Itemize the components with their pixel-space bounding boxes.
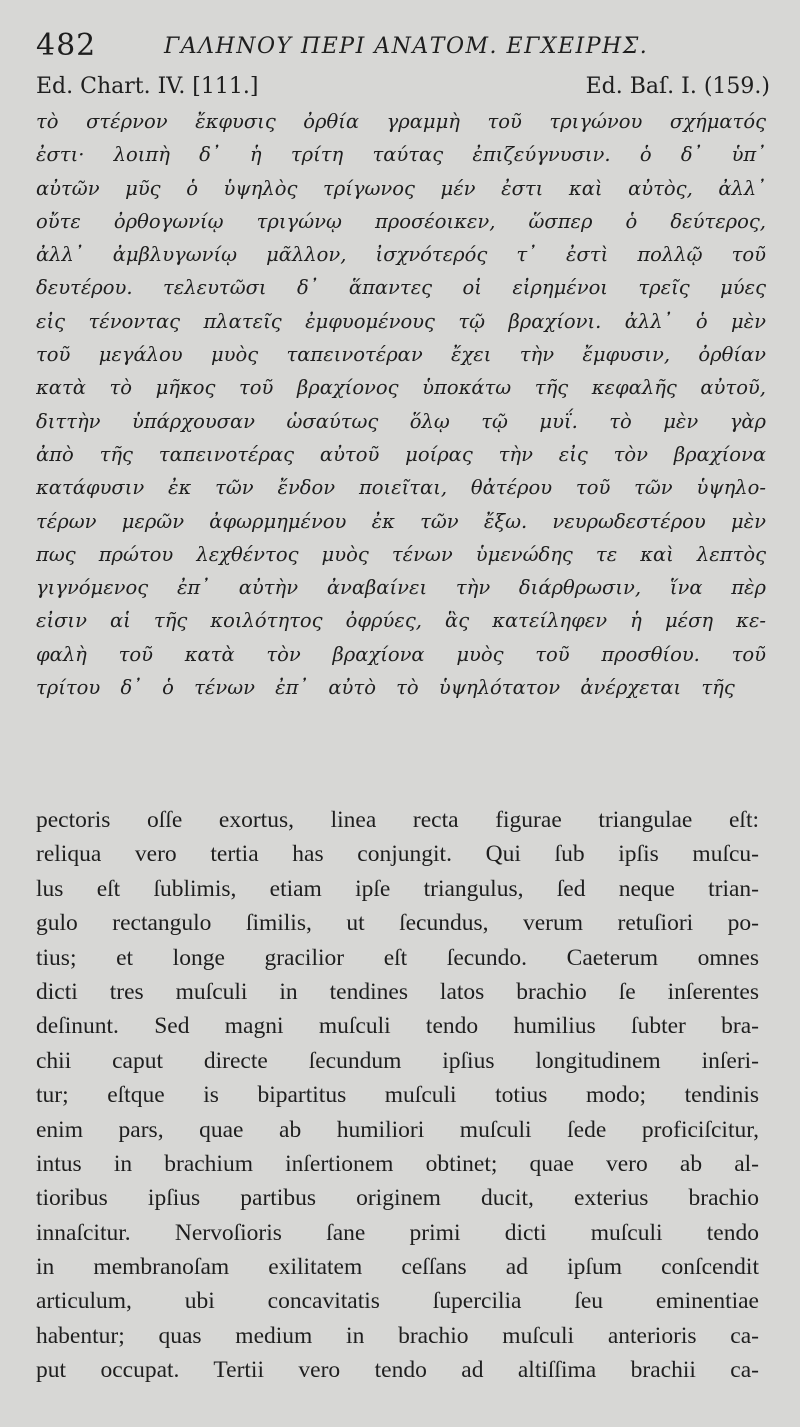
greek-line: γιγνόμενος ἐπ᾽ αὐτὴν ἀναβαίνει τὴν διάρθρωσιν, ἵνα πὲρ: [36, 576, 766, 600]
latin-line: in membranoſam exilitatem ceſſans ad ipſum conſcendit: [36, 1254, 759, 1281]
greek-line: ἀλλ᾽ ἀμβλυγωνίῳ μᾶλλον, ἰσχνότερός τ᾽ ἐστὶ πολλῷ τοῦ: [36, 243, 766, 267]
latin-line: articulum, ubi concavitatis ſupercilia ſeu eminentiae: [36, 1288, 759, 1315]
latin-line: tius; et longe gracilior eſt ſecundo. Caeterum omnes: [36, 944, 759, 971]
latin-line: tur; eſtque is bipartitus muſculi totius modo; tendinis: [36, 1082, 759, 1109]
greek-line: τὸ στέρνον ἔκφυσις ὀρθία γραμμὴ τοῦ τριγώνου σχήματός: [36, 110, 766, 133]
greek-line: αὐτῶν μῦς ὁ ὑψηλὸς τρίγωνος μέν ἐστι καὶ αὐτὸς, ἀλλ᾽: [36, 176, 766, 200]
greek-line: τέρων μερῶν ἀφωρμημένου ἐκ τῶν ἔξω. νευρωδεστέρου μὲν: [36, 509, 766, 533]
page-number: 482: [36, 28, 97, 63]
latin-line: tioribus ipſius partibus originem ducit, exterius brachio: [36, 1185, 759, 1212]
latin-line: habentur; quas medium in brachio muſculi anterioris ca-: [36, 1322, 759, 1349]
greek-text-block: [36, 105, 766, 704]
edition-basel-reference: Ed. Baſ. I. (159.): [585, 74, 770, 99]
latin-line: enim pars, quae ab humiliori muſculi ſede proficiſcitur,: [36, 1116, 759, 1143]
greek-line: εἰσιν αἱ τῆς κοιλότητος ὀφρύες, ἃς κατείληφεν ἡ μέση κε-: [36, 609, 766, 633]
greek-line: ἐστι· λοιπὴ δ᾽ ἡ τρίτη ταύτας ἐπιζεύγνυσιν. ὁ δ᾽ ὑπ᾽: [36, 143, 766, 167]
greek-line: πως πρώτου λεχθέντος μυὸς τένων ὑμενώδης τε καὶ λεπτὸς: [36, 542, 766, 566]
latin-line: reliqua vero tertia has conjungit. Qui ſub ipſis muſcu-: [36, 841, 759, 868]
latin-line: lus eſt ſublimis, etiam ipſe triangulus, ſed neque trian-: [36, 875, 759, 902]
greek-line: εἰς τένοντας πλατεῖς ἐμφυομένους τῷ βραχίονι. ἀλλ᾽ ὁ μὲν: [36, 309, 766, 333]
latin-line: chii caput directe ſecundum ipſius longitudinem inſeri-: [36, 1047, 759, 1074]
latin-line: dicti tres muſculi in tendines latos brachio ſe inſerentes: [36, 978, 759, 1005]
latin-text-block: [36, 803, 759, 1388]
greek-line: διττὴν ὑπάρχουσαν ὡσαύτως ὅλῳ τῷ μυΐ. τὸ μὲν γὰρ: [36, 409, 766, 433]
edition-reference-line: [36, 74, 770, 104]
latin-line: intus in brachium inſertionem obtinet; quae vero ab al-: [36, 1150, 759, 1177]
latin-line: put occupat. Tertii vero tendo ad altiſſima brachii ca-: [36, 1357, 759, 1384]
greek-line: οὔτε ὀρθογωνίῳ τριγώνῳ προσέοικεν, ὥσπερ ὁ δεύτερος,: [36, 209, 766, 233]
latin-line: innaſcitur. Nervoſioris ſane primi dicti muſculi tendo: [36, 1219, 759, 1246]
latin-line: pectoris oſſe exortus, linea recta figurae triangulae eſt:: [36, 807, 759, 833]
running-title: ΓΑΛΗΝΟΥ ΠΕΡΙ ΑΝΑΤΟΜ. ΕΓΧΕΙΡΗΣ.: [164, 34, 649, 59]
page-header: [36, 28, 760, 64]
greek-line: τοῦ μεγάλου μυὸς ταπεινοτέραν ἔχει τὴν ἔμφυσιν, ὀρθίαν: [36, 343, 766, 367]
greek-line: φαλὴ τοῦ κατὰ τὸν βραχίονα μυὸς τοῦ προσθίου. τοῦ: [36, 642, 766, 666]
greek-line: κατὰ τὸ μῆκος τοῦ βραχίονος ὑποκάτω τῆς κεφαλῆς αὐτοῦ,: [36, 376, 766, 400]
edition-chart-reference: Ed. Chart. IV. [111.]: [36, 74, 259, 99]
latin-line: deſinunt. Sed magni muſculi tendo humilius ſubter bra-: [36, 1013, 759, 1040]
greek-line: τρίτου δ᾽ ὁ τένων ἐπ᾽ αὐτὸ τὸ ὑψηλότατον ἀνέρχεται τῆς: [36, 676, 735, 700]
greek-line: δευτέρου. τελευτῶσι δ᾽ ἅπαντες οἱ εἰρημένοι τρεῖς μύες: [36, 276, 766, 300]
greek-line: κατάφυσιν ἐκ τῶν ἔνδον ποιεῖται, θἀτέρου τοῦ τῶν ὑψηλο-: [36, 476, 766, 500]
latin-line: gulo rectangulo ſimilis, ut ſecundus, verum retuſiori po-: [36, 910, 759, 937]
greek-line: ἀπὸ τῆς ταπεινοτέρας αὐτοῦ μοίρας τὴν εἰς τὸν βραχίονα: [36, 442, 766, 466]
